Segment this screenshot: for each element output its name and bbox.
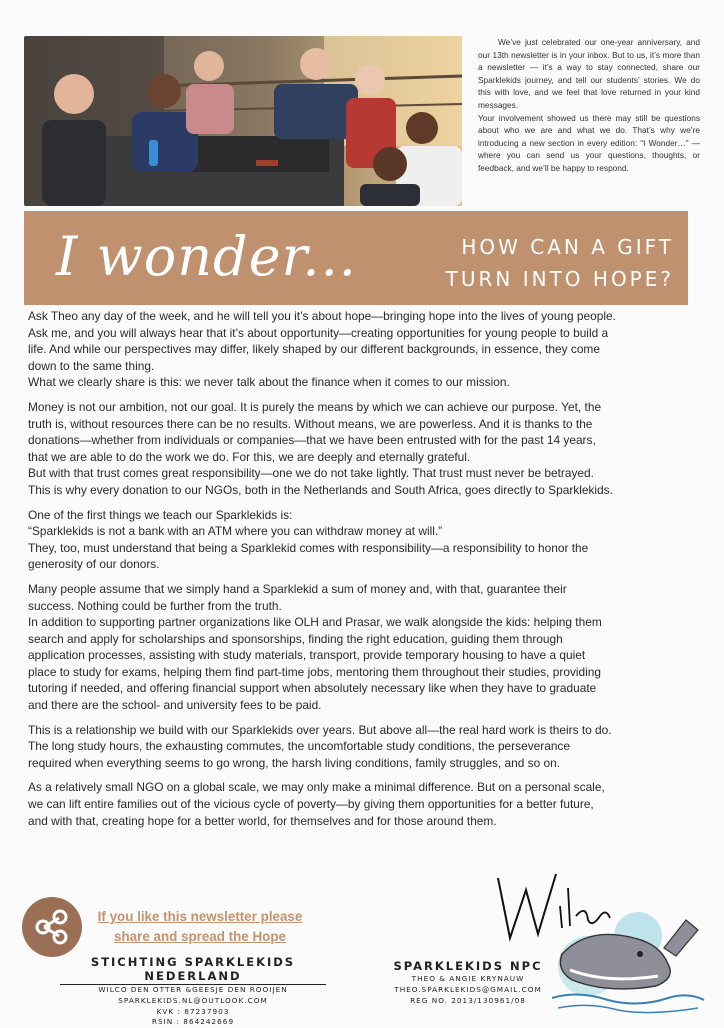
org-za-reg: REG NO. 2013/130961/08	[410, 995, 526, 1005]
org-nl-kvk: KVK : 87237903	[156, 1006, 230, 1016]
text-line: But with that trust comes great responsibility—one we do not take lightly. That trust must never be betrayed.	[28, 466, 594, 481]
text-line: This is why every donation to our NGOs, both in the Netherlands and South Africa, goes directly to Sparklekids.	[28, 482, 613, 497]
text-line: success. Nothing could be further from the truth.	[28, 598, 282, 613]
share-line-1: If you like this newsletter please	[97, 909, 303, 924]
text-line: Many people assume that we simply hand a Sparklekid a sum of money and, with that, guarantee their	[28, 581, 567, 596]
org-za-names: THEO & ANGIE KRYNAUW	[411, 974, 525, 983]
whale-illustration	[548, 896, 708, 1023]
text-line: In addition to supporting partner organizations like OLH and Prasar, we walk alongside the kids: helping them	[28, 615, 602, 630]
text-line: As a relatively small NGO on a global scale, we may only make a minimal difference. But on a personal scale,	[28, 780, 605, 795]
org-za-email[interactable]: THEO.SPARKLEKIDS@GMAIL.COM	[394, 984, 542, 994]
text-line: place to study for exams, helping them find part-time jobs, mentoring them throughout their studies, providing	[28, 664, 602, 679]
text-line: search and apply for scholarships and sponsorships, finding the right education, guiding them through	[28, 631, 563, 646]
intro-text	[478, 36, 700, 175]
org-nl-email[interactable]: SPARKLEKIDS.NL@OUTLOOK.COM	[118, 995, 268, 1005]
org-za-title: SPARKLEKIDS NPC	[393, 959, 543, 973]
text-line: tutoring if needed, and offering financial support when absolutely necessary like when they have to graduate	[28, 681, 597, 696]
i-wonder-banner	[24, 211, 688, 305]
org-netherlands	[60, 955, 326, 1028]
share-button[interactable]	[22, 897, 82, 957]
article-paragraph-5	[28, 722, 701, 772]
banner-question-line-2: TURN INTO HOPE?	[445, 267, 674, 291]
text-line: down to the same thing.	[28, 358, 155, 373]
text-line: The long study hours, the exhausting commutes, the uncomfortable study conditions, the perseverance	[28, 739, 570, 754]
article-paragraph-4	[28, 581, 701, 714]
text-line: we can lift entire families out of the vicious cycle of poverty—by giving them opportunities for a better future,	[28, 797, 594, 812]
banner-question	[446, 231, 674, 295]
org-nl-title: STICHTING SPARKLEKIDS NEDERLAND	[60, 955, 326, 985]
text-line: and with that, creating hope for a better world, for themselves and for those around them.	[28, 813, 497, 828]
share-icon	[22, 897, 82, 957]
org-nl-rsin: RSIN : 864242669	[151, 1017, 235, 1027]
banner-question-line-1: HOW CAN A GIFT	[461, 235, 674, 259]
text-line: generosity of our donors.	[28, 557, 160, 572]
article-body	[28, 308, 701, 837]
text-line: Ask Theo any day of the week, and he will tell you it’s about hope—bringing hope into the lives of young people.	[28, 309, 616, 323]
share-line-2: share and spread the Hope	[114, 929, 286, 944]
group-photo	[24, 36, 462, 206]
org-nl-names: WILCO DEN OTTER &GEESJE DEN ROOIJEN	[98, 985, 288, 994]
text-line: Ask me, and you will always hear that it’s about opportunity—creating opportunities for young people to build a	[28, 325, 609, 340]
article-paragraph-3	[28, 507, 701, 573]
text-line: that we are able to do the work we do. For this, we are deeply and eternally grateful.	[28, 449, 471, 464]
text-line: They, too, must understand that being a Sparklekid comes with responsibility—a responsibility to honor the	[28, 540, 589, 555]
article-paragraph-1	[28, 308, 701, 391]
text-line: life. And while our perspectives may differ, likely shaped by our different backgrounds, in essence, they come	[28, 342, 600, 357]
article-paragraph-2	[28, 399, 701, 499]
text-line: application processes, assisting with study materials, transport, provide temporary housing to have a quiet	[28, 648, 586, 663]
text-line: This is a relationship we build with our Sparklekids over years. But above all—the real hard work is theirs to do.	[28, 722, 612, 737]
share-link[interactable]	[84, 907, 316, 947]
text-line: truth is, without resources there can be no results. Without means, we are powerless. And it is thanks to the	[28, 416, 593, 431]
org-south-africa	[376, 955, 560, 1006]
text-line: and there are the school- and university fees to be paid.	[28, 698, 322, 713]
banner-title: I wonder...	[56, 225, 357, 288]
article-paragraph-6	[28, 779, 701, 829]
text-line: required when everything seems to go wrong, the harsh living conditions, family struggles, and so on.	[28, 755, 561, 770]
text-line: One of the first things we teach our Sparklekids is:	[28, 507, 293, 522]
text-line: “Sparklekids is not a bank with an ATM where you can withdraw money at will.”	[28, 524, 443, 539]
intro-paragraph-1: We’ve just celebrated our one-year anniversary, and our 13th newsletter is in your inbox. But to us, it’s more than a newsletter — it’s a way to stay connected, share our Sparklekids journey, and tell our students’ stories. We do this with love, and we feel that love returned in your kind messages.	[478, 37, 700, 110]
text-line: Money is not our ambition, not our goal. It is purely the means by which we can achieve our purpose. Yet, the	[28, 399, 602, 414]
text-line: What we clearly share is this: we never talk about the finance when it comes to our mission.	[28, 375, 510, 390]
intro-paragraph-2: Your involvement showed us there may still be questions about who we are and what we do. That’s why we’re introducing a new section in every edition: “I Wonder…” — where you can send us your questions, thoughts, or feedback, and we’ll be happy to respond.	[478, 112, 700, 173]
text-line: donations—whether from individuals or companies—that we have been entrusted with for the past 14 years,	[28, 433, 596, 448]
